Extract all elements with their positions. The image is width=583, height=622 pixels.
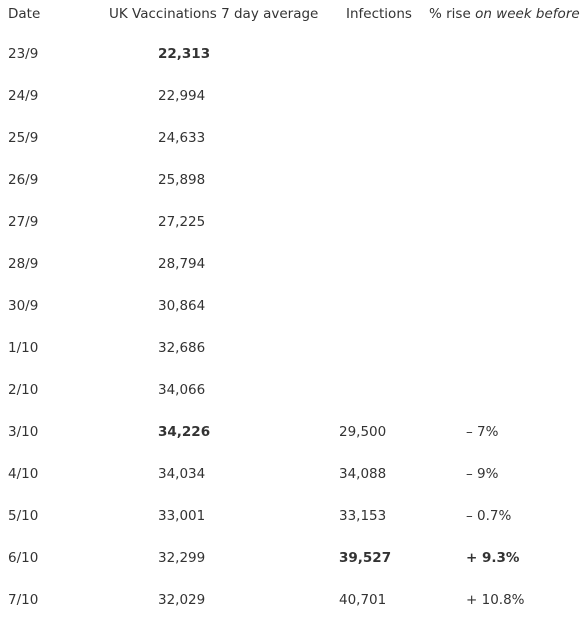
- cell-vaccinations: 32,029: [158, 592, 206, 608]
- table-row: [0, 76, 583, 118]
- table-row: [0, 118, 583, 160]
- cell-vaccinations: 28,794: [158, 256, 206, 272]
- header-date: Date: [8, 6, 41, 22]
- cell-vaccinations: 25,898: [158, 172, 206, 188]
- table-row: [0, 370, 583, 412]
- cell-vaccinations: 22,994: [158, 88, 206, 104]
- table-row: [0, 286, 583, 328]
- cell-vaccinations: 34,226: [158, 424, 211, 440]
- table-row: [0, 496, 583, 538]
- cell-vaccinations: 34,034: [158, 466, 206, 482]
- cell-percent-rise: – 9%: [466, 466, 499, 482]
- cell-percent-rise: – 0.7%: [466, 508, 512, 524]
- cell-vaccinations: 22,313: [158, 46, 211, 62]
- table-row: [0, 538, 583, 580]
- table-row: [0, 412, 583, 454]
- cell-date: 27/9: [8, 214, 39, 230]
- cell-infections: 33,153: [339, 508, 387, 524]
- cell-infections: 34,088: [339, 466, 387, 482]
- cell-date: 1/10: [8, 340, 39, 356]
- cell-date: 26/9: [8, 172, 39, 188]
- cell-vaccinations: 33,001: [158, 508, 206, 524]
- cell-date: 23/9: [8, 46, 39, 62]
- cell-date: 5/10: [8, 508, 39, 524]
- cell-infections: 29,500: [339, 424, 387, 440]
- cell-vaccinations: 24,633: [158, 130, 206, 146]
- cell-date: 24/9: [8, 88, 39, 104]
- table-row: [0, 454, 583, 496]
- cell-date: 25/9: [8, 130, 39, 146]
- cell-date: 7/10: [8, 592, 39, 608]
- cell-date: 4/10: [8, 466, 39, 482]
- cell-infections: 40,701: [339, 592, 387, 608]
- header-rise-suffix: on week before: [475, 6, 580, 22]
- cell-date: 6/10: [8, 550, 39, 566]
- cell-percent-rise: – 7%: [466, 424, 499, 440]
- table-row: [0, 160, 583, 202]
- cell-vaccinations: 34,066: [158, 382, 206, 398]
- header-rise-prefix: % rise: [429, 6, 471, 22]
- table-body: [0, 34, 583, 622]
- table-row: [0, 580, 583, 622]
- table-row: [0, 34, 583, 76]
- cell-percent-rise: + 9.3%: [466, 550, 520, 566]
- table-header-row: [0, 0, 583, 28]
- cell-date: 2/10: [8, 382, 39, 398]
- cell-vaccinations: 27,225: [158, 214, 206, 230]
- cell-date: 30/9: [8, 298, 39, 314]
- table-row: [0, 328, 583, 370]
- table-row: [0, 244, 583, 286]
- cell-vaccinations: 30,864: [158, 298, 206, 314]
- cell-infections: 39,527: [339, 550, 392, 566]
- table-row: [0, 202, 583, 244]
- header-vaccinations: UK Vaccinations 7 day average: [109, 6, 319, 22]
- cell-date: 3/10: [8, 424, 39, 440]
- cell-date: 28/9: [8, 256, 39, 272]
- header-percent-rise: [429, 6, 580, 22]
- header-infections: Infections: [346, 6, 412, 22]
- cell-percent-rise: + 10.8%: [466, 592, 525, 608]
- cell-vaccinations: 32,299: [158, 550, 206, 566]
- cell-vaccinations: 32,686: [158, 340, 206, 356]
